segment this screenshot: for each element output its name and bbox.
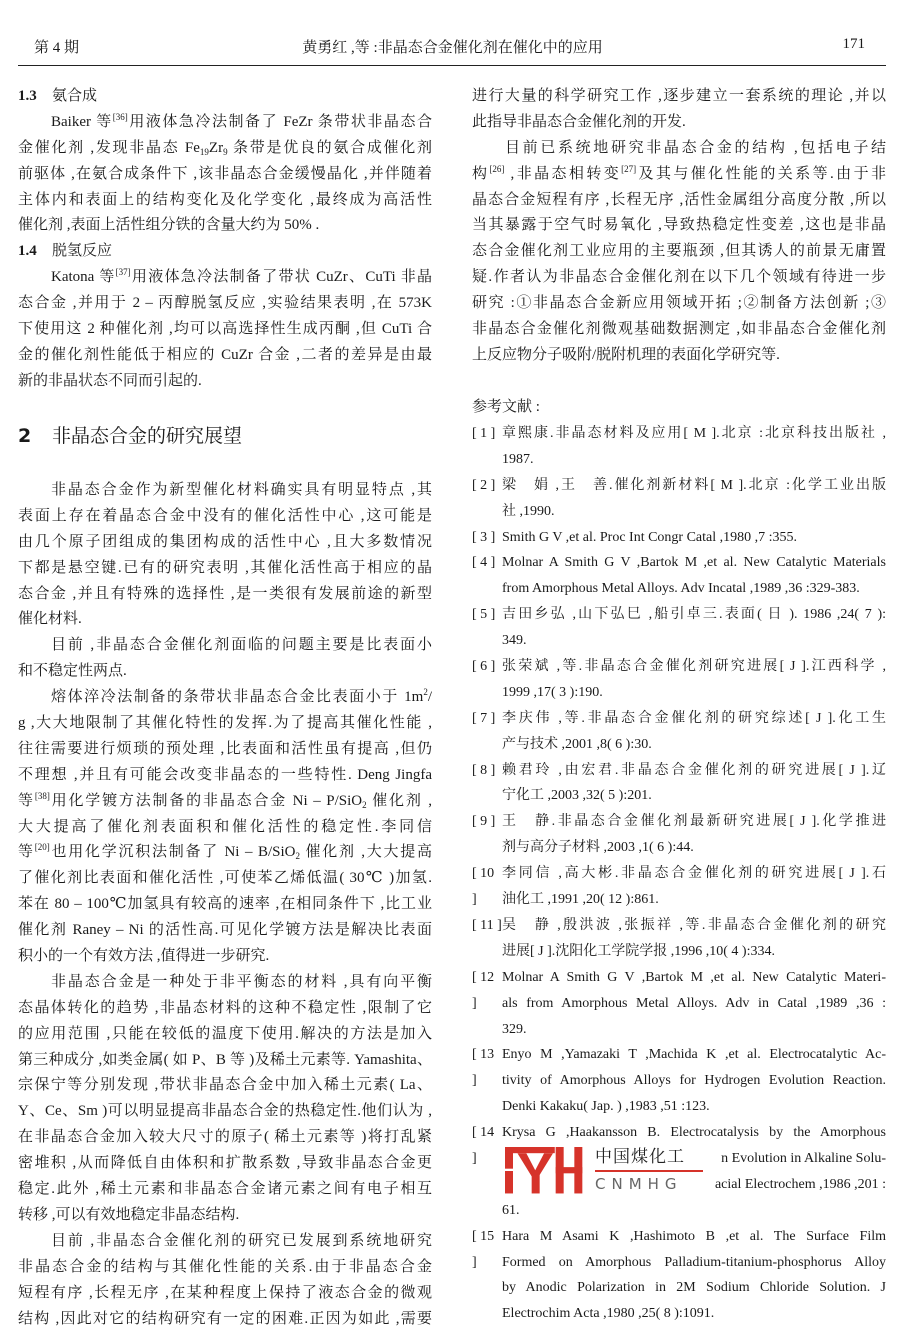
text-line: 催化材料. [18,611,82,628]
text-line: 在非晶态合金加入较大尺寸的原子( 稀土元素等 )将打乱紧 [18,1129,432,1146]
reference-number: [ 3 ] [472,529,496,545]
text-line: 等[20]也用化学沉积法制备了 Ni – B/SiO$_2$ 催化剂 ,大大提高 [18,842,432,862]
reference-line: Formed on Amorphous Palladium-titanium-phosphorus Alloy [502,1254,886,1270]
reference-text [502,809,886,861]
reference-number: [ 10 ] [472,866,495,908]
text-line: 进行大量的科学研究工作 ,逐步建立一套系统的理论 ,并以 [472,88,886,104]
reference-line: als from Amorphous Metal Alloys. Adv in Catal ,1989 ,36 : [502,995,886,1011]
text-line: 态合金 ,并且有特殊的选择性 ,是一类很有发展前途的新型 [18,585,432,602]
text-line: 研究 :①非晶态合金新应用领域开拓 ;②制备方法创新 ;③ [472,295,886,312]
running-title: 黄勇红 ,等 :非晶态合金催化剂在催化中的应用 [302,40,603,56]
text-line: 稳定.此外 ,稀土元素和非晶态合金诸元素之间有电子相互 [18,1181,432,1198]
text-line: 主体内和表面上的结构变化及化学变化 ,最终成为高活性 [18,191,432,208]
text-line: 结构 ,因此对它的结构研究有一定的困难.正因为如此 ,需要 [18,1310,432,1327]
text-line: Y、Ce、Sm )可以明显提高非晶态合金的热稳定性.他们认为 , [18,1103,432,1120]
text-line: 催化剂 ,表面上活性组分铁的含量大约为 50% . [18,217,320,234]
reference-line: 梁 娟 ,王 善.催化剂新材料[ M ].北京 :化学工业出版 [502,477,886,493]
text-line: 非晶态合金作为新型催化材料确实具有明显特点 ,其 [51,482,432,498]
citation-superscript: [27] [621,163,637,174]
text-line: 目前 ,非晶态合金催化剂面临的问题主要是比表面小 [51,637,432,654]
text-line: 短程有序 ,长程无序 ,在某种程度上保持了液态合金的微观 [18,1284,432,1301]
reference-line: Denki Kakaku( Jap. ) ,1983 ,51 :123. [502,1099,710,1115]
reference-line: 进展[ J ].沈阳化工学院学报 ,1996 ,10( 4 ):334. [502,943,775,959]
reference-line: Hara M Asami K ,Hashimoto B ,et al. The Surface Film [502,1228,886,1244]
left-column-top [18,84,432,395]
citation-superscript: [38] [34,790,50,801]
reference-text [502,1224,886,1328]
reference-item [472,706,886,758]
journal-issue: 第 4 期 [34,40,80,56]
reference-line: Krysa G ,Haakansson B. Electrocatalysis by the Amorphous [502,1125,886,1141]
reference-line: 章熙康.非晶态材料及应用[ M ].北京 :北京科技出版社 , [502,426,886,441]
text-line: 晶态合金短程有序 ,长程无序 ,活性金属组分高度分散 ,所以 [472,191,886,208]
text-line: 目前已系统地研究非晶态合金的结构 ,包括电子结 [505,139,886,156]
reference-number: [ 1 ] [472,426,496,441]
reference-text [502,1042,886,1120]
reference-line: 王 静.非晶态合金催化剂最新研究进展[ J ].化学推进 [502,814,886,830]
reference-line: 社 ,1990. [502,503,555,519]
reference-item [472,1042,886,1120]
reference-text [502,706,886,758]
text-line: 了催化剂比表面和催化活性 ,可使苯乙烯低温( 30℃ )加氢. [18,870,432,887]
subscript: 2 [362,799,367,810]
reference-text [502,758,886,810]
text-line: 上反应物分子吸附/脱附机理的表面化学研究等. [472,346,780,363]
reference-number: [ 15 ] [472,1228,495,1270]
subsection-number: 1.3 [18,88,37,104]
reference-line: 329. [502,1021,527,1037]
reference-line: 61. [502,1202,520,1218]
reference-line: 吴 静 ,殷洪波 ,张振祥 ,等.非晶态合金催化剂的研究 [502,917,886,933]
text-line: 疑.作者认为非晶态合金催化剂在以下几个领域有待进一步 [472,269,886,286]
citation-superscript: [36] [112,111,128,122]
text-line: 非晶态合金是一种处于非平衡态的材料 ,具有向平衡 [51,973,432,990]
reference-line: Molnar A Smith G V ,Bartok M ,et al. New Catalytic Materials [502,555,886,571]
reference-line: by Anodic Polarization in 2M Sodium Chloride Solution. J [502,1280,886,1296]
reference-number: [ 7 ] [472,710,496,726]
text-line: 当其暴露于空气时易氧化 ,导致热稳定性变差 ,这也是非晶 [472,217,886,234]
reference-line: 349. [502,633,527,649]
page-number: 171 [842,36,865,52]
subscript: 19 [199,146,209,157]
reference-text [502,421,886,473]
text-line: 积小的一个有效方法 ,值得进一步研究. [18,948,270,965]
subsection-title: 氨合成 [52,88,98,104]
left-column-body [18,478,432,1332]
cnmhg-logo-icon [505,1147,585,1195]
reference-number: [ 8 ] [472,762,496,778]
subsection-heading [18,84,432,110]
text-line: 大大提高了催化剂表面积和催化活性的稳定性.李同信 [18,818,432,835]
reference-text [502,602,886,654]
text-line: 宗保宁等分别发现 ,带状非晶态合金中加入稀土元素( La、 [18,1077,432,1094]
text-line: g ,大大地限制了其催化特性的发挥.为了提高其催化性能 , [18,715,432,732]
reference-line: 宁化工 ,2003 ,32( 5 ):201. [502,788,652,804]
reference-line: acial Electrochem ,1986 ,201 : [714,1176,886,1192]
watermark-en: CNMHG [595,1175,683,1193]
text-line: 金催化剂 ,发现非晶态 $Fe_{19}Zr_9$ 条带是优良的氨合成催化剂 [18,139,432,157]
reference-item [472,1224,886,1328]
reference-line: 吉田乡弘 ,山下弘巳 ,船引卓三.表面( 日 ). 1986 ,24( 7 ): [502,607,886,623]
reference-line: Smith G V ,et al. Proc Int Congr Catal ,1980 ,7 :355. [502,529,798,545]
reference-item [472,809,886,861]
text-line: 目前 ,非晶态合金催化剂的研究已发展到系统地研究 [51,1232,432,1249]
citation-superscript: 2 [423,687,428,698]
reference-line: 产与技术 ,2001 ,8( 6 ):30. [502,736,652,752]
citation-superscript: [20] [34,842,50,853]
text-line: 熔体淬冷法制备的条带状非晶态合金比表面小于 $1m^2/$ [51,687,432,706]
text-line: 不理想 ,并且有可能会改变非晶态的一些特性. Deng Jingfa [18,766,432,783]
reference-line: 剂与高分子材料 ,2003 ,1( 6 ):44. [502,840,694,856]
subsection-heading [18,239,432,265]
subsection-number: 1.4 [18,243,37,260]
section-number: 2 [18,425,32,447]
reference-line: Enyo M ,Yamazaki T ,Machida K ,et al. Electrocatalytic Ac- [502,1047,886,1063]
text-line: 等[38]用化学镀方法制备的非晶态合金 Ni – P/SiO$_2$ 催化剂 , [18,790,432,810]
text-line: 下都是悬空键.已有的研究表明 ,其催化活性高于相应的晶 [18,559,432,576]
watermark-divider [595,1170,703,1172]
text-line: 由几个原子团组成的集团构成的活性中心 ,且大多数情况 [18,533,432,550]
reference-item [472,861,886,913]
reference-text [502,473,886,525]
watermark-logo [503,1146,707,1197]
subscript: 2 [295,851,300,862]
text-line: 苯在 80 – 100℃加氢具有较高的速率 ,在相同条件下 ,比工业 [18,896,432,913]
text-line: 态合金催化剂工业应用的主要瓶颈 ,但其诱人的前景无庸置 [472,243,886,260]
reference-text [502,654,886,706]
citation-superscript: [26] [489,163,505,174]
reference-number: [ 12 ] [472,969,495,1011]
watermark-cn: 中国煤化工 [595,1147,685,1167]
reference-number: [ 5 ] [472,607,496,623]
text-line: 下使用这 2 种催化剂 ,均可以高选择性生成丙酮 ,但 CuTi 合 [18,321,432,338]
reference-text [502,913,886,965]
text-line: 金的催化剂性能低于相应的 CuZr 合金 ,二者的差异是由最 [18,346,432,363]
text-line: 表面上存在着晶态合金中没有的催化活性中心 ,这可能是 [18,507,432,524]
reference-line: 李同信 ,高大彬.非晶态合金催化剂的研究进展[ J ].石 [502,866,886,882]
reference-line: 1999 ,17( 3 ):190. [502,684,603,700]
header-rule [18,65,886,66]
text-line: 非晶态合金的结构与其催化性能的关系.由于非晶态合金 [18,1258,432,1275]
reference-line: 赖君玲 ,由宏君.非晶态合金催化剂的研究进展[ J ].辽 [502,762,886,778]
text-line: 的应用范围 ,只能在较低的温度下使用.解决的方法是加入 [18,1025,432,1042]
reference-line: Molnar A Smith G V ,Bartok M ,et al. New Catalytic Materi- [502,969,886,985]
text-line: 往往需要进行烦琐的预处理 ,比表面和活性虽有提高 ,但仍 [18,740,432,757]
text-line: 态晶体转化的趋势 ,非晶态材料的这种不稳定性 ,限制了它 [18,999,432,1016]
reference-line: 1987. [502,451,534,467]
subscript: 9 [223,146,228,157]
reference-number: [ 4 ] [472,555,496,571]
text-line: Katona 等[37]用液体急冷法制备了带状 CuZr、CuTi 非晶 [51,267,432,286]
reference-item [472,654,886,706]
reference-number: [ 14 ] [472,1125,495,1166]
reference-line: from Amorphous Metal Alloys. Adv Incatal ,1989 ,36 :329-383. [502,581,860,597]
reference-line: tivity of Amorphous Alloys for Hydrogen Evolution Reaction. [502,1073,886,1089]
right-column-body [472,84,886,369]
text-line: 新的非晶状态不同而引起的. [18,372,202,389]
reference-text [502,525,886,551]
references-heading: 参考文献 : [472,399,540,415]
reference-text [502,861,886,913]
reference-text [502,550,886,602]
citation-superscript: [37] [115,267,131,278]
text-line: 和不稳定性两点. [18,663,127,680]
text-line: 前驱体 ,在氨合成条件下 ,该非晶态合金缓慢晶化 ,并伴随着 [18,165,432,182]
text-line: 催化剂 Raney – Ni 的活性高.可见化学镀方法是解决比表面 [18,922,432,939]
reference-text [502,965,886,1043]
reference-line: 油化工 ,1991 ,20( 12 ):861. [502,892,659,908]
reference-number: [ 9 ] [472,814,496,830]
section-heading [18,422,242,450]
text-line: 第三种成分 ,如类金属( 如 P、B 等 )及稀土元素等. Yamashita、 [18,1051,432,1068]
reference-line: 李庆伟 ,等.非晶态合金催化剂的研究综述[ J ].化工生 [502,710,886,726]
text-line: Baiker 等[36]用液体急冷法制备了 FeZr 条带状非晶态合 [51,111,432,130]
subsection-title: 脱氢反应 [52,243,113,260]
reference-item [472,602,886,654]
text-line: 非晶态合金催化剂微观基础数据测定 ,如非晶态合金催化剂 [472,321,886,338]
reference-line: n Evolution in Alkaline Solu- [721,1150,886,1166]
reference-item [472,550,886,602]
reference-number: [ 11 ] [472,917,502,933]
reference-number: [ 13 ] [472,1047,495,1089]
reference-item [472,525,886,551]
reference-number: [ 2 ] [472,477,496,493]
reference-line: 张荣斌 ,等.非晶态合金催化剂研究进展[ J ].江西科学 , [502,659,886,675]
text-line: 构[26] ,非晶态相转变[27]及其与催化性能的关系等.由于非 [472,163,886,182]
text-line: 密堆积 ,从而降低自由体积和扩散系数 ,导致非晶态合金更 [18,1155,432,1172]
reference-item [472,758,886,810]
reference-item [472,965,886,1043]
reference-item [472,473,886,525]
text-line: 此指导非晶态合金催化剂的开发. [472,113,686,130]
text-line: 态合金 ,并用于 2 – 丙醇脱氢反应 ,实验结果表明 ,在 573K [18,295,432,312]
reference-item [472,421,886,473]
section-title: 非晶态合金的研究展望 [52,425,243,447]
reference-line: Electrochim Acta ,1980 ,25( 8 ):1091. [502,1306,715,1322]
reference-number: [ 6 ] [472,659,496,675]
reference-item [472,913,886,965]
text-line: 转移 ,可以有效地稳定非晶态结构. [18,1206,240,1223]
